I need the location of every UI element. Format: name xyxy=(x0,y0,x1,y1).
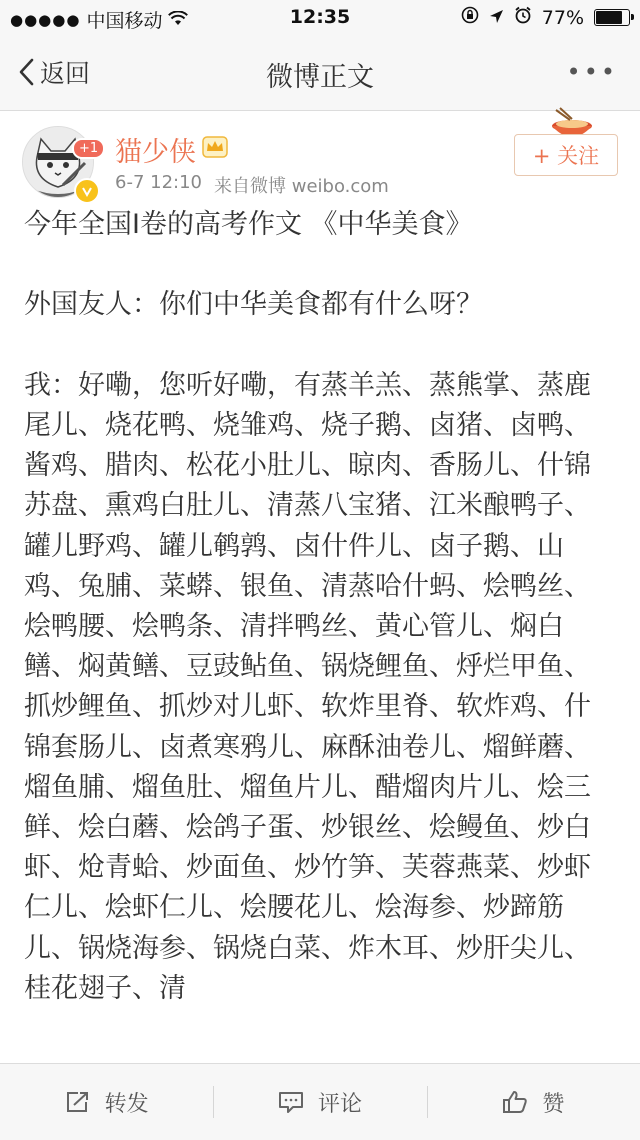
author-name-row[interactable] xyxy=(115,130,228,169)
post-paragraph: 外国友人：你们中华美食都有什么呀？ xyxy=(24,289,483,321)
paragraph-gap xyxy=(24,245,616,285)
post-meta xyxy=(115,172,389,198)
status-bar xyxy=(0,0,640,36)
post-paragraph: 我：好嘞，您听好嘞，有蒸羊羔、蒸熊掌、蒸鹿尾儿、烧花鸭、烧雏鸡、烧子鹅、卤猪、卤鸭、酱鸡、腊肉、松花小肚儿、晾肉、香肠儿、什锦苏盘、熏鸡白肚儿、清蒸八宝猪、江米酿鸭子、罐儿野鸡、罐儿鹌鹑、卤什件儿、卤子鹅、山鸡、兔脯、菜蟒、银鱼、清蒸哈什蚂、烩鸭丝、烩鸭腰、烩鸭条、清拌鸭丝、黄心管儿、焖白鳝、焖黄鳝、豆豉鲇鱼、锅烧鲤鱼、烀烂甲鱼、抓炒鲤鱼、抓炒对儿虾、软炸里脊、软炸鸡、什锦套肠儿、卤煮寒鸦儿、麻酥油卷儿、熘鲜蘑、熘鱼脯、熘鱼肚、熘鱼片儿、醋熘肉片儿、烩三鲜、烩白蘑、烩鸽子蛋、炒银丝、烩鳗鱼、炒白虾、炝青蛤、炒面鱼、炒竹笋、芙蓉燕菜、炒虾仁儿、烩虾仁儿、烩腰花儿、烩海参、炒蹄筋儿、锅烧海参、锅烧白菜、炸木耳、炒肝尖儿、桂花翅子、清 xyxy=(24,369,591,1004)
notification-badge: +1 xyxy=(72,138,105,159)
paragraph-gap xyxy=(24,326,616,366)
verified-icon xyxy=(74,178,100,204)
battery-icon xyxy=(594,9,630,26)
rotation-lock-icon xyxy=(461,6,479,29)
location-icon xyxy=(489,7,504,29)
battery-percent: 77% xyxy=(541,6,584,29)
action-bar xyxy=(0,1063,640,1140)
author-name[interactable]: 猫少侠 xyxy=(115,137,196,168)
like-button[interactable] xyxy=(427,1064,640,1140)
more-options-button[interactable]: ••• xyxy=(566,58,618,86)
post-date: 6-7 12:10 xyxy=(115,172,202,193)
repost-label: 转发 xyxy=(104,1091,149,1117)
avatar-wrap[interactable] xyxy=(22,126,98,202)
vip-crown-icon xyxy=(202,134,228,165)
page-title: 微博正文 xyxy=(266,62,374,93)
back-label: 返回 xyxy=(40,59,91,88)
thumbs-up-icon xyxy=(502,1090,528,1114)
post-body xyxy=(24,205,616,1009)
comment-button[interactable] xyxy=(213,1064,426,1140)
alarm-icon xyxy=(514,6,532,29)
like-label: 赞 xyxy=(542,1091,565,1117)
status-right-group xyxy=(461,6,630,29)
clock: 12:35 xyxy=(289,6,351,28)
signal-strength-icon: ●●●●● xyxy=(10,10,81,29)
repost-button[interactable] xyxy=(0,1064,213,1140)
battery-fill xyxy=(596,11,622,24)
post-paragraph: 今年全国I卷的高考作文 《中华美食》 xyxy=(24,209,473,240)
post-source: 来自微博 weibo.com xyxy=(214,176,389,197)
follow-button[interactable]: + 关注 xyxy=(514,134,618,176)
comment-label: 评论 xyxy=(317,1091,362,1117)
nav-bar xyxy=(0,36,640,111)
carrier-name: 中国移动 xyxy=(86,10,163,32)
post-header xyxy=(0,110,640,200)
repost-icon xyxy=(65,1090,91,1114)
comment-icon xyxy=(278,1090,304,1114)
